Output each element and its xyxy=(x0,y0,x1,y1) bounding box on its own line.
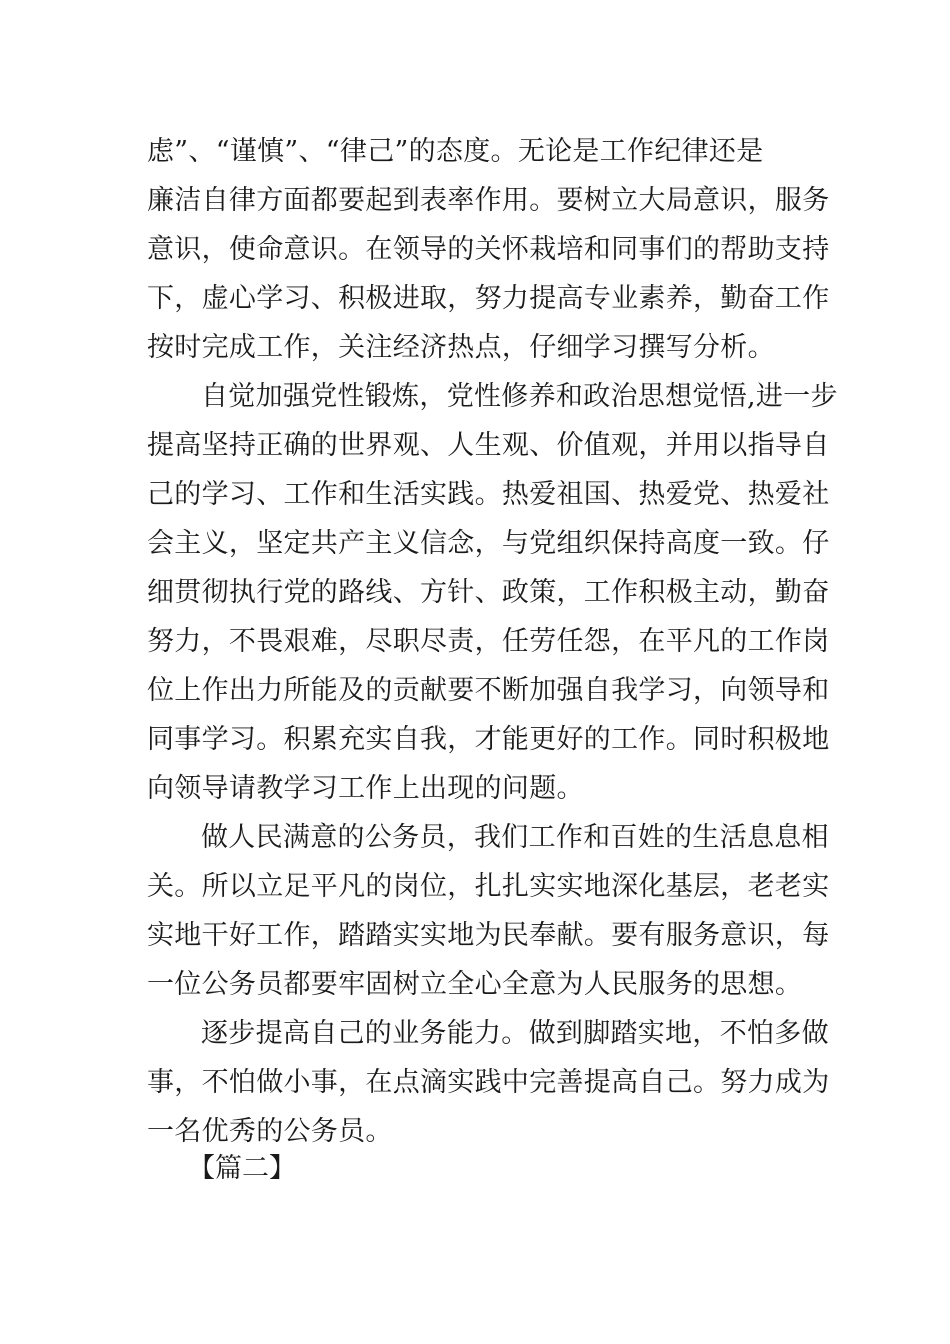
text-line: 实地干好工作，踏踏实实地为民奉献。要有服务意识，每 xyxy=(147,920,830,951)
section-heading: 【篇二】 xyxy=(188,1153,296,1184)
text-line: 廉洁自律方面都要起到表率作用。要树立大局意识，服务 xyxy=(147,185,830,216)
text-line: 下，虚心学习、积极进取，努力提高专业素养，勤奋工作 xyxy=(147,283,830,314)
text-line: 努力，不畏艰难，尽职尽责，任劳任怨，在平凡的工作岗 xyxy=(147,626,830,657)
text-line: 细贯彻执行党的路线、方针、政策，工作积极主动，勤奋 xyxy=(147,577,830,608)
text-line: 自觉加强党性锻炼，党性修养和政治思想觉悟,进一步 xyxy=(201,381,838,412)
body-text xyxy=(147,127,838,1156)
text-line: 向领导请教学习工作上出现的问题。 xyxy=(147,773,584,804)
text-line: 事，不怕做小事，在点滴实践中完善提高自己。努力成为 xyxy=(147,1067,830,1098)
text-line: 意识，使命意识。在领导的关怀栽培和同事们的帮助支持 xyxy=(147,234,830,265)
text-line: 一位公务员都要牢固树立全心全意为人民服务的思想。 xyxy=(147,969,803,1000)
text-line: 按时完成工作，关注经济热点，仔细学习撰写分析。 xyxy=(147,332,775,363)
text-line: 逐步提高自己的业务能力。做到脚踏实地，不怕多做 xyxy=(201,1018,829,1049)
text-line: 同事学习。积累充实自我，才能更好的工作。同时积极地 xyxy=(147,724,830,755)
text-line: 一名优秀的公务员。 xyxy=(147,1116,393,1147)
text-line: 会主义，坚定共产主义信念，与党组织保持高度一致。仔 xyxy=(147,528,830,559)
text-line: 己的学习、工作和生活实践。热爱祖国、热爱党、热爱社 xyxy=(147,479,830,510)
text-line: 关。所以立足平凡的岗位，扎扎实实地深化基层，老老实 xyxy=(147,871,830,902)
text-line: 做人民满意的公务员，我们工作和百姓的生活息息相 xyxy=(201,822,829,853)
text-line: 虑”、“谨慎”、“律己”的态度。无论是工作纪律还是 xyxy=(147,136,764,167)
text-line: 提高坚持正确的世界观、人生观、价值观，并用以指导自 xyxy=(147,430,830,461)
text-line: 位上作出力所能及的贡献要不断加强自我学习，向领导和 xyxy=(147,675,830,706)
